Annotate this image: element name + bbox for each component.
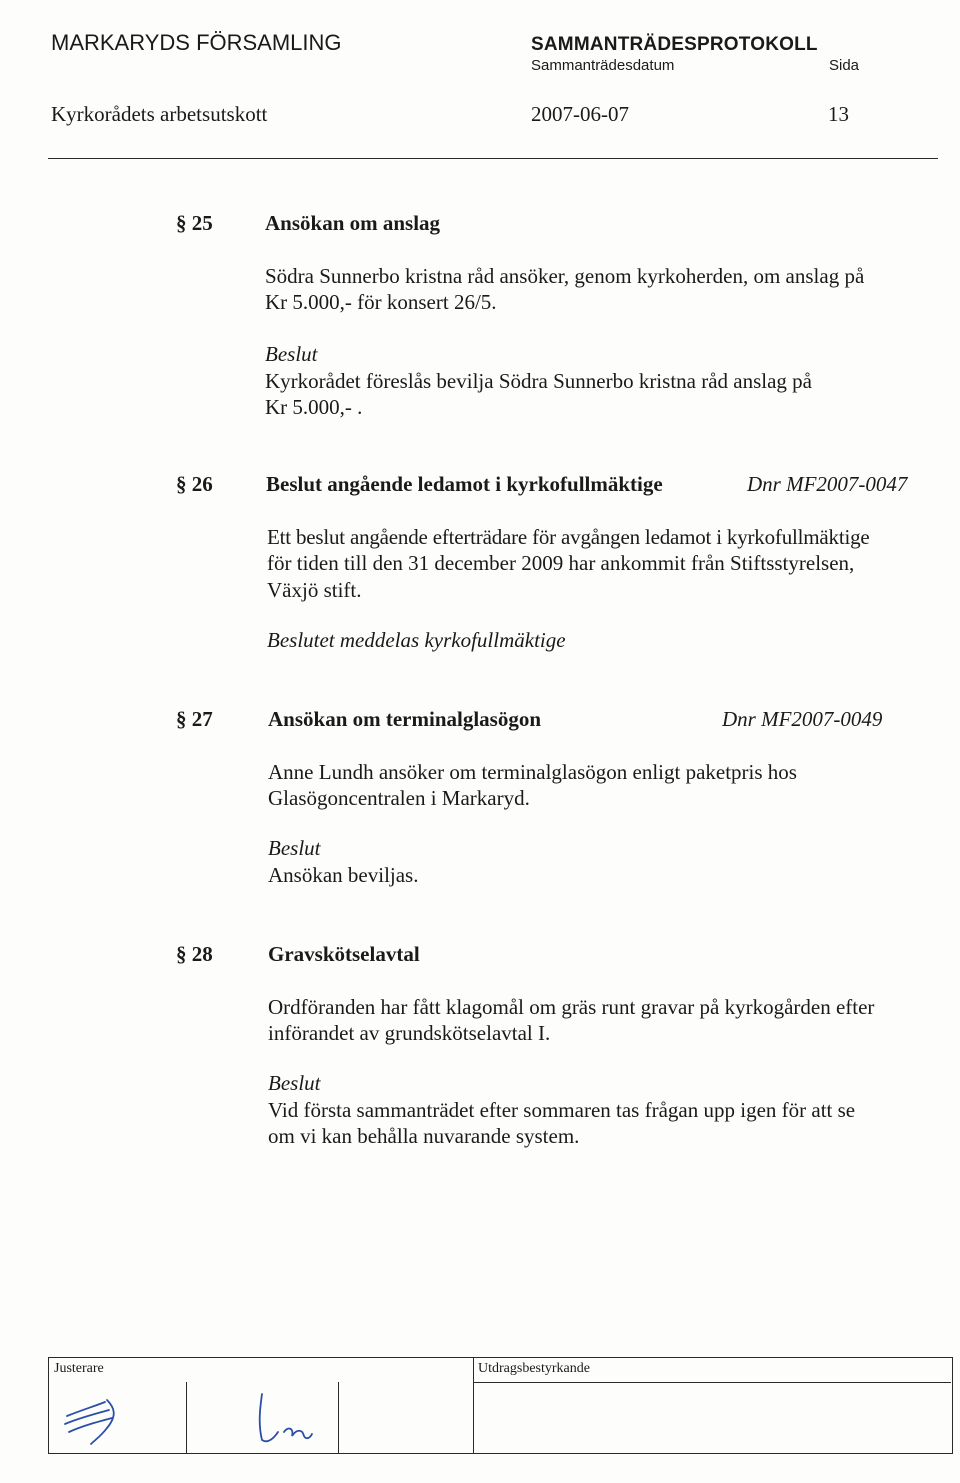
meeting-date-label: Sammanträdesdatum bbox=[531, 57, 675, 74]
signature-divider bbox=[186, 1382, 187, 1454]
paragraph-text-line: Anne Lundh ansöker om terminalglasögon enligt paketpris hos bbox=[268, 760, 797, 784]
meeting-date: 2007-06-07 bbox=[531, 102, 629, 126]
paragraph-title: Gravskötselavtal bbox=[268, 942, 420, 966]
paragraph-number: § 28 bbox=[176, 942, 213, 966]
paragraph-number: § 25 bbox=[176, 211, 213, 235]
committee-name: Kyrkorådets arbetsutskott bbox=[51, 102, 268, 126]
paragraph-text-line: Växjö stift. bbox=[267, 578, 362, 602]
signature-divider bbox=[338, 1382, 339, 1454]
paragraph-number: § 27 bbox=[176, 707, 213, 731]
diary-number: Dnr MF2007-0049 bbox=[722, 707, 883, 731]
paragraph-title: Beslut angående ledamot i kyrkofullmäktige bbox=[266, 472, 663, 496]
decision-label: Beslutet meddelas kyrkofullmäktige bbox=[267, 628, 566, 652]
utdragsbestyrkande-label: Utdragsbestyrkande bbox=[478, 1361, 590, 1376]
paragraph-text-line: Södra Sunnerbo kristna råd ansöker, genom kyrkoherden, om anslag på bbox=[265, 264, 865, 288]
decision-label: Beslut bbox=[268, 1071, 321, 1095]
paragraph-title: Ansökan om anslag bbox=[265, 211, 441, 235]
paragraph-text-line: Glasögoncentralen i Markaryd. bbox=[268, 786, 530, 810]
signature-box bbox=[48, 1357, 953, 1454]
decision-text-line: Kyrkorådet föreslås bevilja Södra Sunnerbo kristna råd anslag på bbox=[265, 369, 813, 393]
paragraph-text-line: Ett beslut angående efterträdare för avgången ledamot i kyrkofullmäktige bbox=[267, 525, 870, 549]
diary-number: Dnr MF2007-0047 bbox=[747, 472, 908, 496]
decision-label: Beslut bbox=[265, 342, 318, 366]
paragraph-text-line: Ordföranden har fått klagomål om gräs runt gravar på kyrkogården efter bbox=[268, 995, 875, 1019]
decision-label: Beslut bbox=[268, 836, 321, 860]
header-divider bbox=[48, 158, 938, 159]
decision-text-line: Kr 5.000,- . bbox=[265, 395, 363, 419]
paragraph-number: § 26 bbox=[176, 472, 213, 496]
decision-text-line: Vid första sammanträdet efter sommaren tas frågan upp igen för att se bbox=[268, 1098, 856, 1122]
decision-text-line: Ansökan beviljas. bbox=[268, 863, 419, 887]
signature-divider bbox=[473, 1358, 474, 1453]
signature-2 bbox=[254, 1388, 334, 1448]
paragraph-text-line: Kr 5.000,- för konsert 26/5. bbox=[265, 290, 497, 314]
signature-divider bbox=[473, 1382, 951, 1383]
paragraph-text-line: för tiden till den 31 december 2009 har ankommit från Stiftsstyrelsen, bbox=[267, 551, 855, 575]
page-label: Sida bbox=[829, 57, 860, 74]
document-title: SAMMANTRÄDESPROTOKOLL bbox=[531, 34, 818, 55]
justerare-label: Justerare bbox=[54, 1361, 104, 1376]
organization-name: MARKARYDS FÖRSAMLING bbox=[51, 30, 342, 55]
paragraph-text-line: införandet av grundskötselavtal I. bbox=[268, 1021, 551, 1045]
signature-1 bbox=[57, 1386, 137, 1446]
page-number: 13 bbox=[828, 102, 849, 126]
decision-text-line: om vi kan behålla nuvarande system. bbox=[268, 1124, 580, 1148]
paragraph-title: Ansökan om terminalglasögon bbox=[268, 707, 542, 731]
